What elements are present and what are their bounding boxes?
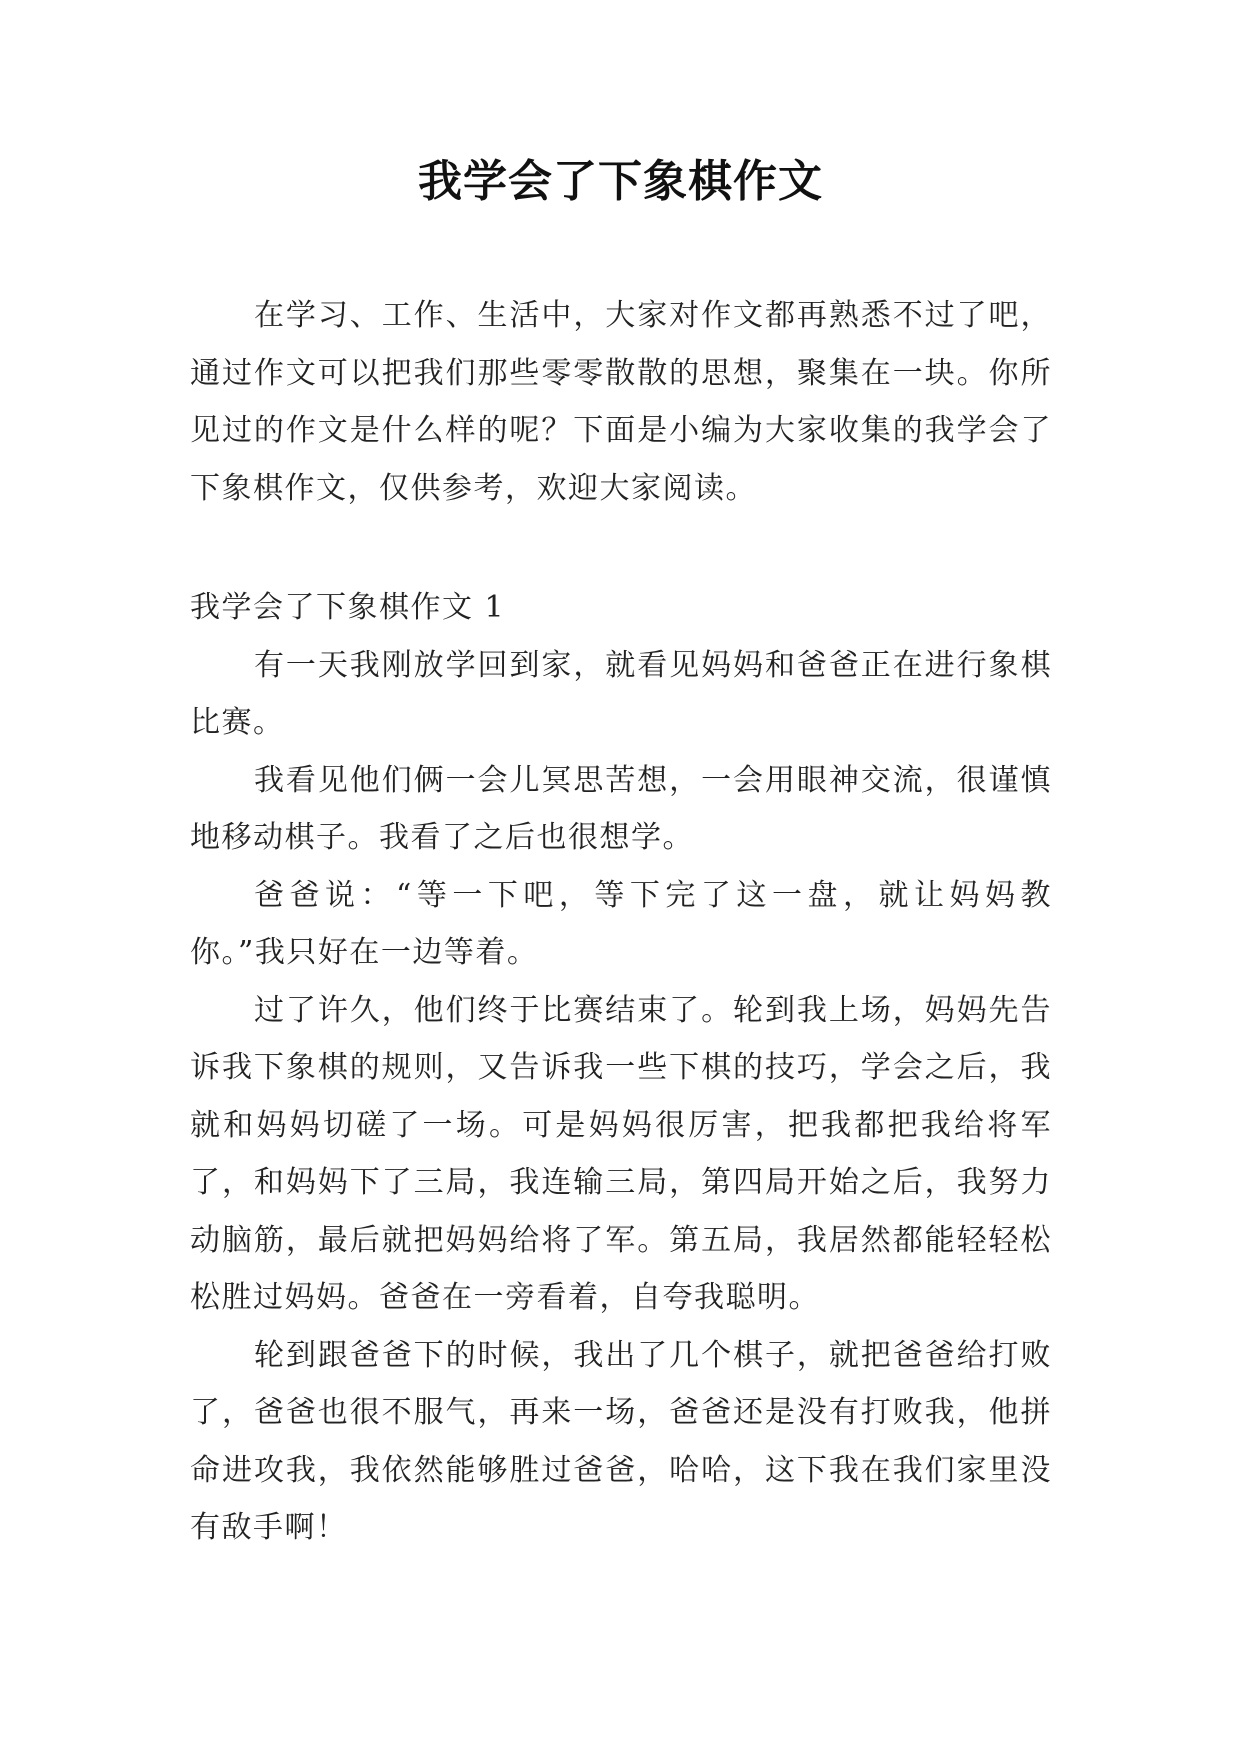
section-heading: 我学会了下象棋作文 1 [190,590,506,625]
article-paragraph-4: 过了许久，他们终于比赛结束了。轮到我上场，妈妈先告诉我下象棋的规则，又告诉我一些下棋的技巧，学会之后，我就和妈妈切磋了一场。可是妈妈很厉害，把我都把我给将军了，和妈妈下了三局，我连输三局，第四局开始之后，我努力动脑筋，最后就把妈妈给将了军。第五局，我居然都能轻轻松松胜过妈妈。爸爸在一旁看着，自夸我聪明。 [190,992,1052,1315]
article-paragraph-2: 我看见他们俩一会儿冥思苦想，一会用眼神交流，很谨慎地移动棋子。我看了之后也很想学。 [190,762,1052,855]
intro-section [190,287,1052,517]
article-paragraph-3: 爸爸说：“等一下吧，等下完了这一盘，就让妈妈教你。”我只好在一边等着。 [190,877,1052,970]
article-section [190,579,1052,1557]
article-paragraph-1: 有一天我刚放学回到家，就看见妈妈和爸爸正在进行象棋比赛。 [190,647,1052,740]
article-paragraph-5: 轮到跟爸爸下的时候，我出了几个棋子，就把爸爸给打败了，爸爸也很不服气，再来一场，爸爸还是没有打败我，他拼命进攻我，我依然能够胜过爸爸，哈哈，这下我在我们家里没有敌手啊！ [190,1337,1052,1545]
document-title: 我学会了下象棋作文 [418,156,823,207]
intro-paragraph: 在学习、工作、生活中，大家对作文都再熟悉不过了吧，通过作文可以把我们那些零零散散的思想，聚集在一块。你所见过的作文是什么样的呢？下面是小编为大家收集的我学会了下象棋作文，仅供参考，欢迎大家阅读。 [190,298,1052,506]
